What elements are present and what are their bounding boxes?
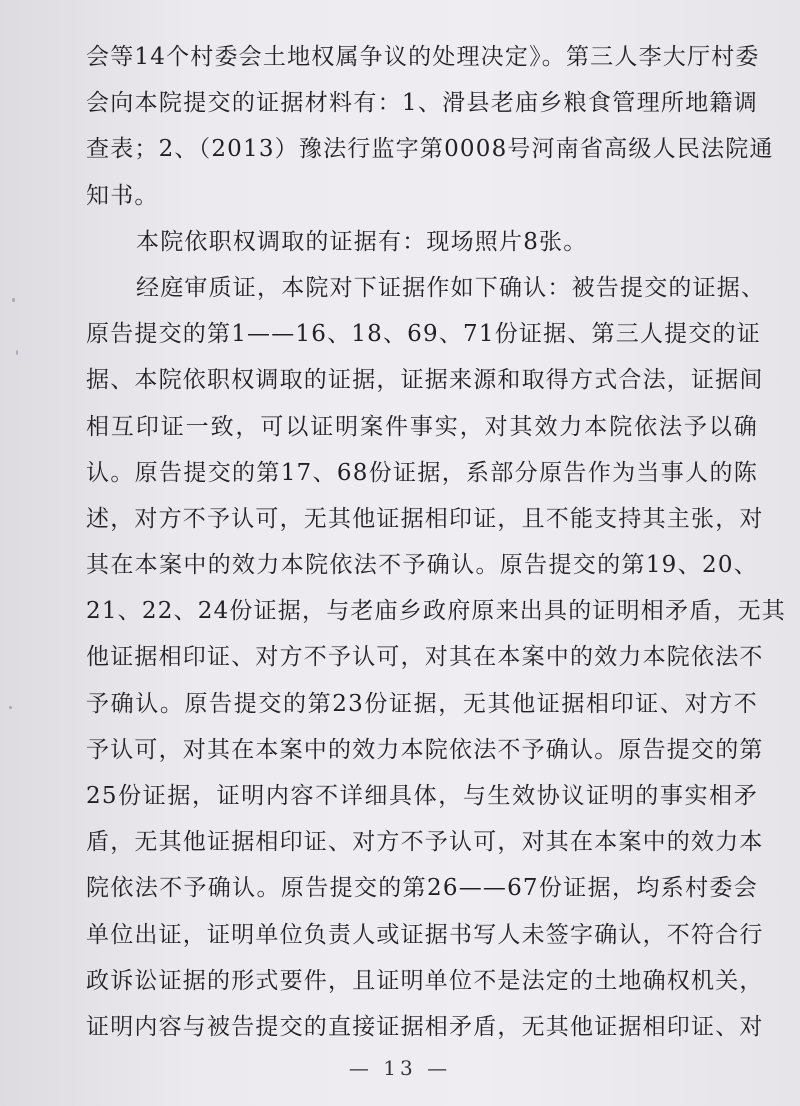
- text-line: 他证据相印证、对方不予认可，对其在本案中的效力本院依法不: [86, 644, 764, 671]
- text-line: 述，对方不予认可，无其他证据相印证，且不能支持其主张，对: [86, 505, 764, 532]
- text-line: 盾，无其他证据相印证、对方不予认可，对其在本案中的效力本: [86, 829, 764, 856]
- text-line: 证明内容与被告提交的直接证据相矛盾，无其他证据相印证、对: [86, 1013, 764, 1040]
- text-line: 21、22、24份证据，与老庙乡政府原来出具的证明相矛盾，无其: [86, 598, 786, 625]
- text-line: 予确认。原告提交的第23份证据，无其他证据相印证、对方不: [86, 690, 758, 717]
- document-body: [86, 34, 786, 1050]
- text-line: 其在本案中的效力本院依法不予确认。原告提交的第19、20、: [86, 552, 758, 579]
- text-line: 认。原告提交的第17、68份证据，系部分原告作为当事人的陈: [86, 459, 758, 486]
- text-line: 会向本院提交的证据材料有：1、滑县老庙乡粮食管理所地籍调: [86, 90, 758, 117]
- text-line: 查表；2、（2013）豫法行监字第0008号河南省高级人民法院通: [86, 136, 774, 163]
- text-line: 政诉讼证据的形式要件，且证明单位不是法定的土地确权机关，: [86, 967, 764, 994]
- paper-speck: [12, 298, 15, 302]
- page-number: — 13 —: [348, 1056, 452, 1080]
- text-line: 院依法不予确认。原告提交的第26——67份证据，均系村委会: [86, 875, 758, 902]
- text-line: 据、本院依职权调取的证据，证据来源和取得方式合法，证据间: [86, 367, 764, 394]
- text-line: 相互印证一致，可以证明案件事实，对其效力本院依法予以确: [86, 413, 758, 440]
- text-line: 知书。: [86, 182, 159, 209]
- paper-speck: [16, 350, 18, 355]
- paper-speck: [9, 706, 12, 709]
- text-line: 本院依职权调取的证据有：现场照片8张。: [136, 228, 588, 255]
- text-line: 经庭审质证，本院对下证据作如下确认：被告提交的证据、: [136, 274, 766, 301]
- text-line: 25份证据，证明内容不详细具体，与生效协议证明的事实相矛: [86, 783, 758, 809]
- text-line: 原告提交的第1——16、18、69、71份证据、第三人提交的证: [86, 321, 761, 348]
- text-line: 会等14个村委会土地权属争议的处理决定》。第三人李大厅村委: [86, 44, 760, 70]
- text-line: 予认可，对其在本案中的效力本院依法不予确认。原告提交的第: [86, 736, 764, 763]
- text-line: 单位出证，证明单位负责人或证据书写人未签字确认，不符合行: [86, 921, 764, 948]
